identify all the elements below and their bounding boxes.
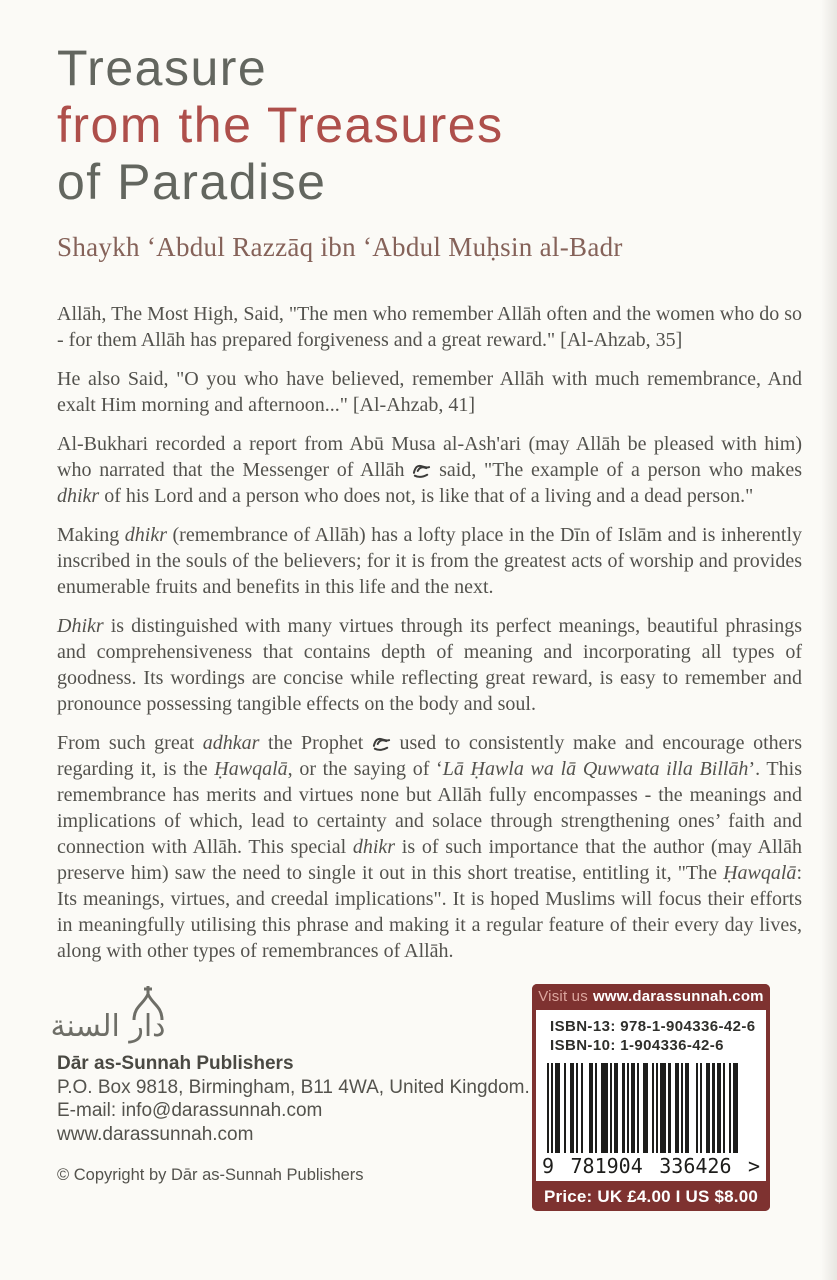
publisher-address: P.O. Box 9818, Birmingham, B11 4WA, United Kingdom. [57,1076,530,1098]
saw-honorific-icon [372,735,391,751]
publisher-name: Dār as-Sunnah Publishers [57,1053,294,1074]
copyright-notice: © Copyright by Dār as-Sunnah Publishers [57,1166,364,1184]
book-title-line-1: Treasure [57,40,268,96]
price-bar: Price: UK £4.00 I US $8.00 [532,1183,770,1211]
barcode-box [532,984,770,1211]
publisher-logo [50,982,180,1046]
barcode-digit-group1: 781904 [570,1154,643,1178]
author-name: Shaykh ‘Abdul Razzāq ibn ‘Abdul Muḥsin al-Badr [57,232,623,262]
barcode-digit-end: > [747,1154,760,1178]
visit-us-url: www.darassunnah.com [592,988,764,1005]
saw-honorific-icon [412,462,431,478]
publisher-logo-arabic: دار السنة [50,1009,166,1044]
barcode-panel [536,1010,766,1181]
body-paragraph: Allāh, The Most High, Said, "The men who remember Allāh often and the women who do so - for them Allāh has prepared forgiveness and a great reward." [Al-Ahzab, 35] [57,303,802,351]
body-paragraph: Making dhikr (remembrance of Allāh) has a lofty place in the Dīn of Islām and is inherently inscribed in the souls of the believers; for it is from the greatest acts of worship and provides enumerable fruits and benefits in this life and the next. [57,524,803,598]
book-title-line-3: of Paradise [57,154,327,210]
barcode-digit-group2: 336426 [659,1154,732,1178]
visit-us-bar [532,984,770,1010]
body-paragraph: He also Said, "O you who have believed, remember Allāh with much remembrance, And exalt Him morning and afternoon..." [Al-Ahzab, 41] [57,368,802,416]
barcode-digit-left: 9 [542,1154,555,1178]
publisher-info [57,1052,530,1146]
back-cover-blurb [57,301,802,977]
barcode-icon [547,1063,755,1153]
isbn-10: ISBN-10: 1-904336-42-6 [550,1037,724,1054]
body-paragraph: Dhikr is distinguished with many virtues through its perfect meanings, beautiful phrasings and comprehensiveness that contains depth of meaning and incorporating all types of goodness. Its wordings are concise while reflecting great reward, is easy to remember and pronounce possessing tangible effects on the body and soul. [57,615,802,715]
book-title [57,40,504,211]
barcode-digits [542,1154,760,1178]
publisher-email: E-mail: info@darassunnah.com [57,1100,323,1121]
body-paragraph: From such great adhkar the Prophet used to consistently make and encourage others regarding it, is the Ḥawqalā, or the saying of ‘Lā Ḥawla wa lā Quwwata illa Billāh’. This remembrance has merits and virtues none but Allāh fully encompasses - the meanings and implications of which, lead to certainty and solace through strengthening ones’ faith and connection with Allāh. This special dhikr is of such importance that the author (may Allāh preserve him) saw the need to single it out in this short treatise, entitling it, "The Ḥawqalā: Its meanings, virtues, and creedal implications". It is hoped Muslims will focus their efforts in meaningfully utilising this phrase and making it a regular feature of their every day lives, along with other types of remembrances of Allāh. [57,732,802,962]
body-paragraph: Al-Bukhari recorded a report from Abū Musa al-Ash'ari (may Allāh be pleased with him) who narrated that the Messenger of Allāh said, "The example of a person who makes dhikr of his Lord and a person who does not, is like that of a living and a dead person." [57,433,802,507]
book-title-line-2: from the Treasures [57,97,504,153]
isbn-13: ISBN-13: 978-1-904336-42-6 [550,1018,756,1035]
visit-us-label: Visit us [538,988,588,1005]
publisher-website: www.darassunnah.com [57,1123,254,1145]
